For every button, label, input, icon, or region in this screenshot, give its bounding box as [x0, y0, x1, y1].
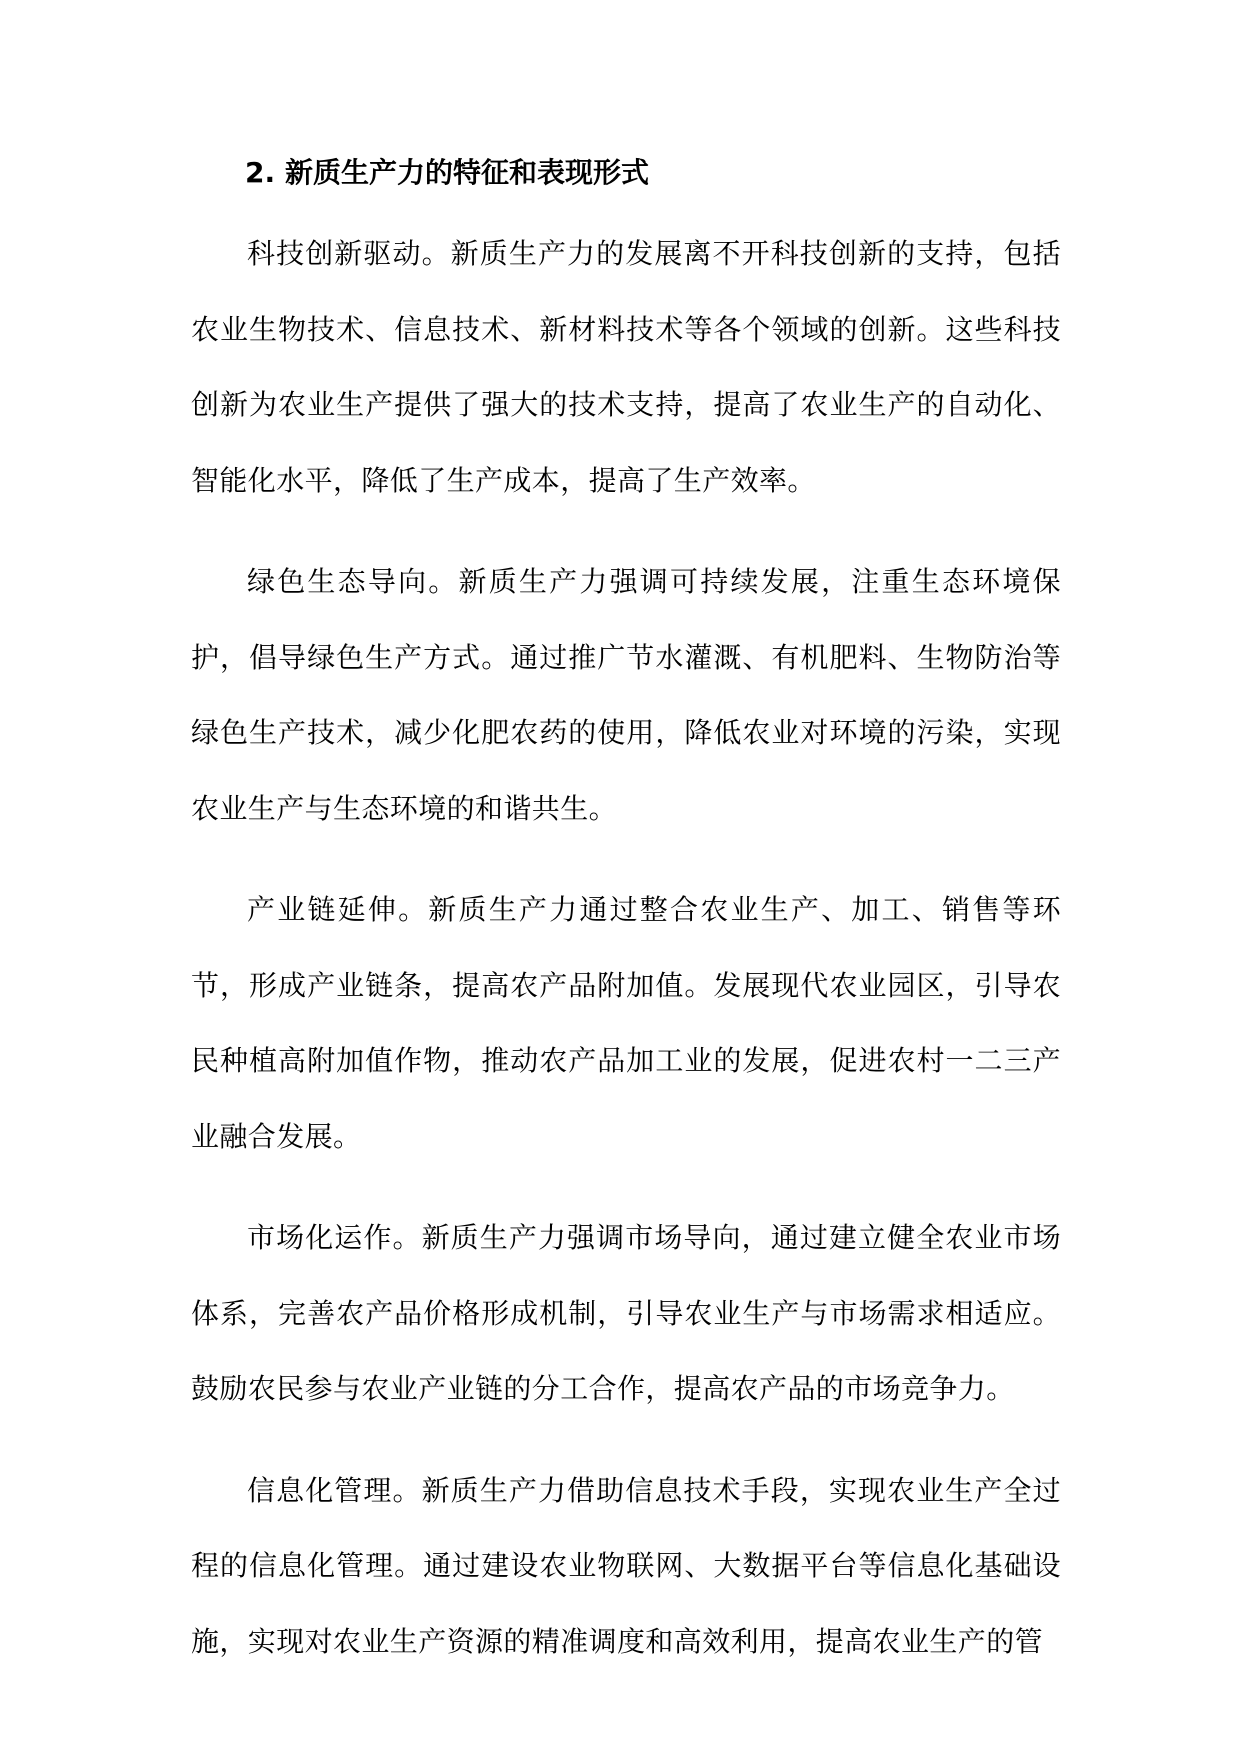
section-heading	[191, 148, 1061, 198]
paragraph-market-operation: 市场化运作。新质生产力强调市场导向，通过建立健全农业市场体系，完善农产品价格形成机制，引导农业生产与市场需求相适应。鼓励农民参与农业产业链的分工合作，提高农产品的市场竞争力。	[191, 1221, 1061, 1405]
paragraph-information-management: 信息化管理。新质生产力借助信息技术手段，实现农业生产全过程的信息化管理。通过建设农业物联网、大数据平台等信息化基础设施，实现对农业生产资源的精准调度和高效利用，提高农业生产的管	[191, 1473, 1061, 1658]
paragraph-green-ecology: 绿色生态导向。新质生产力强调可持续发展，注重生态环境保护，倡导绿色生产方式。通过推广节水灌溉、有机肥料、生物防治等绿色生产技术，减少化肥农药的使用，降低农业对环境的污染，实现农业生产与生态环境的和谐共生。	[191, 565, 1061, 825]
paragraph-tech-innovation: 科技创新驱动。新质生产力的发展离不开科技创新的支持，包括农业生物技术、信息技术、新材料技术等各个领域的创新。这些科技创新为农业生产提供了强大的技术支持，提高了农业生产的自动化、智能化水平，降低了生产成本，提高了生产效率。	[191, 237, 1061, 497]
paragraph-industry-chain: 产业链延伸。新质生产力通过整合农业生产、加工、销售等环节，形成产业链条，提高农产品附加值。发展现代农业园区，引导农民种植高附加值作物，推动农产品加工业的发展，促进农村一二三产业融合发展。	[191, 893, 1061, 1153]
section-title: 新质生产力的特征和表现形式	[285, 156, 650, 189]
section-number: 2.	[245, 156, 276, 189]
page-content	[191, 148, 1061, 1679]
